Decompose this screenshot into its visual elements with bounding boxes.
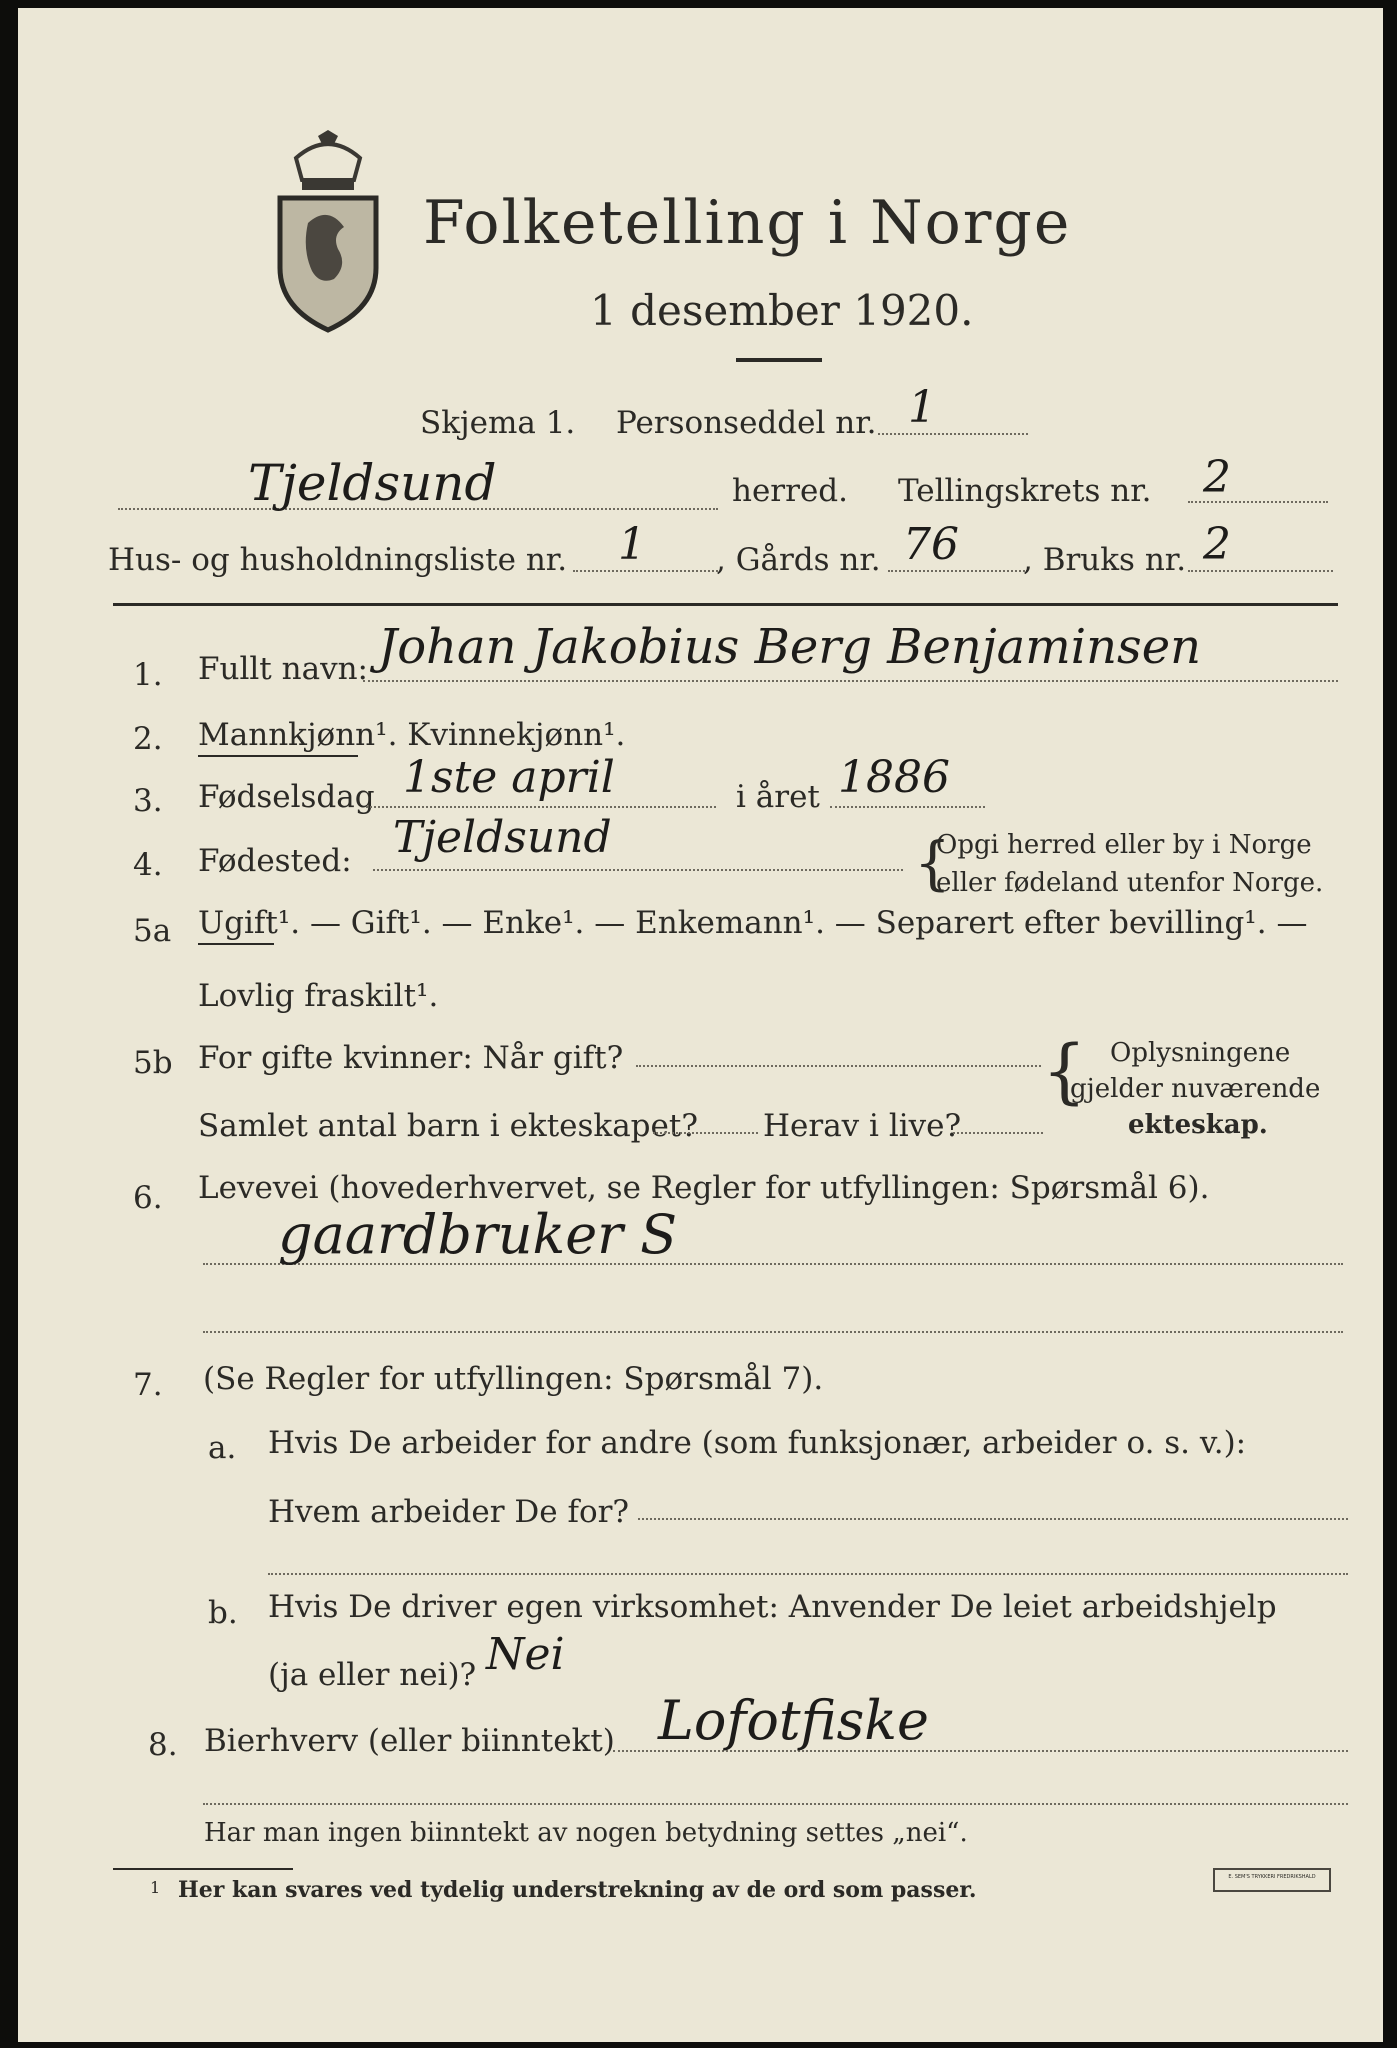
q5b-note-3: ekteskap. [1128, 1110, 1268, 1140]
personseddel-label: Personseddel nr. [616, 405, 877, 441]
q5b-line-1: For gifte kvinner: Når gift? [198, 1040, 624, 1076]
q6-line-2 [203, 1331, 1343, 1333]
bruks-label: , Bruks nr. [1023, 542, 1187, 578]
q2-number: 2. [133, 721, 163, 757]
q5b-married-line [636, 1065, 1041, 1067]
q8-label: Bierhverv (eller biinntekt) [204, 1723, 615, 1759]
husliste-line [573, 570, 718, 572]
form-date: 1 desember 1920. [590, 286, 974, 335]
q7b-line-2: (ja eller nei)? [268, 1657, 477, 1693]
herred-label: herred. [732, 473, 848, 509]
q7b-letter: b. [208, 1595, 238, 1631]
q2-underline-mannkjonn [198, 755, 358, 757]
q7a-letter: a. [208, 1430, 237, 1466]
q6-value: gaardbruker S [278, 1203, 678, 1266]
q3-year-label: i året [736, 779, 820, 815]
q5b-number: 5b [133, 1045, 173, 1081]
q5b-alive-label: Herav i live? [763, 1108, 962, 1144]
bruks-line [1188, 570, 1333, 572]
q6-number: 6. [133, 1180, 163, 1216]
gards-label: , Gårds nr. [716, 542, 881, 578]
printer-stamp-text: E. SEM'S TRYKKERI FREDRIKSHALD [1228, 1874, 1316, 1880]
q1-label: Fullt navn: [198, 651, 368, 687]
q4-note-brace: { [914, 829, 951, 897]
q4-note-1: Opgi herred eller by i Norge [936, 830, 1312, 860]
q7b-line-1: Hvis De driver egen virksomhet: Anvender De leiet arbeidshjelp [268, 1589, 1277, 1625]
q8-number: 8. [148, 1727, 178, 1763]
q8-line-2 [203, 1803, 1348, 1805]
herred-value: Tjeldsund [248, 454, 497, 512]
bruks-value: 2 [1203, 519, 1231, 570]
printer-stamp [1213, 1868, 1331, 1892]
skjema-label: Skjema 1. [420, 405, 576, 441]
q2-label: Mannkjønn¹. Kvinnekjønn¹. [198, 717, 626, 753]
q1-value: Johan Jakobius Berg Benjaminsen [378, 619, 1202, 675]
husliste-label: Hus- og husholdningsliste nr. [108, 542, 568, 578]
footer-note: Har man ingen biinntekt av nogen betydning settes „nei“. [204, 1818, 968, 1848]
q4-line [373, 869, 903, 871]
q5b-note-2: gjelder nuværende [1070, 1074, 1321, 1104]
footnote-text: Her kan svares ved tydelig understrekning av de ord som passer. [178, 1877, 977, 1903]
q1-number: 1. [133, 657, 163, 693]
q7-number: 7. [133, 1367, 163, 1403]
q5b-children-line [653, 1132, 758, 1134]
footnote-mark: 1 [150, 1878, 161, 1897]
gards-line [888, 570, 1028, 572]
gards-value: 76 [903, 519, 959, 570]
q5a-line-1: Ugift¹. — Gift¹. — Enke¹. — Enkemann¹. — Separert efter bevilling¹. — [198, 905, 1308, 941]
personseddel-line [878, 433, 1028, 435]
q3-year-line [830, 806, 985, 808]
q5a-number: 5a [133, 913, 172, 949]
q3-number: 3. [133, 783, 163, 819]
tellingskrets-value: 2 [1203, 452, 1231, 503]
q7a-line-1: Hvis De arbeider for andre (som funksjonær, arbeider o. s. v.): [268, 1425, 1247, 1461]
q7a-answer-line-1 [638, 1518, 1348, 1520]
q5a-underline-ugift [198, 943, 274, 945]
q5b-note-1: Oplysningene [1110, 1038, 1291, 1068]
husliste-value: 1 [618, 519, 646, 570]
tellingskrets-label: Tellingskrets nr. [898, 473, 1152, 509]
q3-day-value: 1ste april [403, 752, 615, 803]
q3-label: Fødselsdag [198, 779, 375, 815]
q3-day-line [366, 806, 716, 808]
q4-value: Tjeldsund [393, 812, 612, 863]
q5b-note-brace: { [1042, 1030, 1087, 1112]
q7a-line-2: Hvem arbeider De for? [268, 1494, 630, 1530]
q7-label: (Se Regler for utfyllingen: Spørsmål 7). [203, 1361, 824, 1397]
coat-of-arms-icon [258, 128, 398, 338]
census-form [18, 8, 1383, 2042]
q8-value: Lofotfiske [658, 1689, 929, 1752]
q7b-value: Nei [486, 1629, 565, 1680]
q4-number: 4. [133, 847, 163, 883]
q4-label: Fødested: [198, 843, 352, 879]
q7a-answer-line-2 [268, 1573, 1348, 1575]
q4-note-2: eller fødeland utenfor Norge. [936, 868, 1324, 898]
q1-line [363, 680, 1338, 682]
q5a-line-2: Lovlig fraskilt¹. [198, 978, 439, 1014]
header-rule [113, 603, 1338, 606]
form-title: Folketelling i Norge [423, 188, 1072, 258]
q5b-alive-line [953, 1132, 1043, 1134]
personseddel-value: 1 [908, 382, 936, 433]
q3-year-value: 1886 [838, 752, 950, 803]
q6-label: Levevei (hovederhvervet, se Regler for utfyllingen: Spørsmål 6). [198, 1170, 1210, 1206]
title-divider [736, 358, 822, 362]
footnote-rule [113, 1868, 293, 1870]
q5b-children-label: Samlet antal barn i ekteskapet? [198, 1108, 698, 1144]
